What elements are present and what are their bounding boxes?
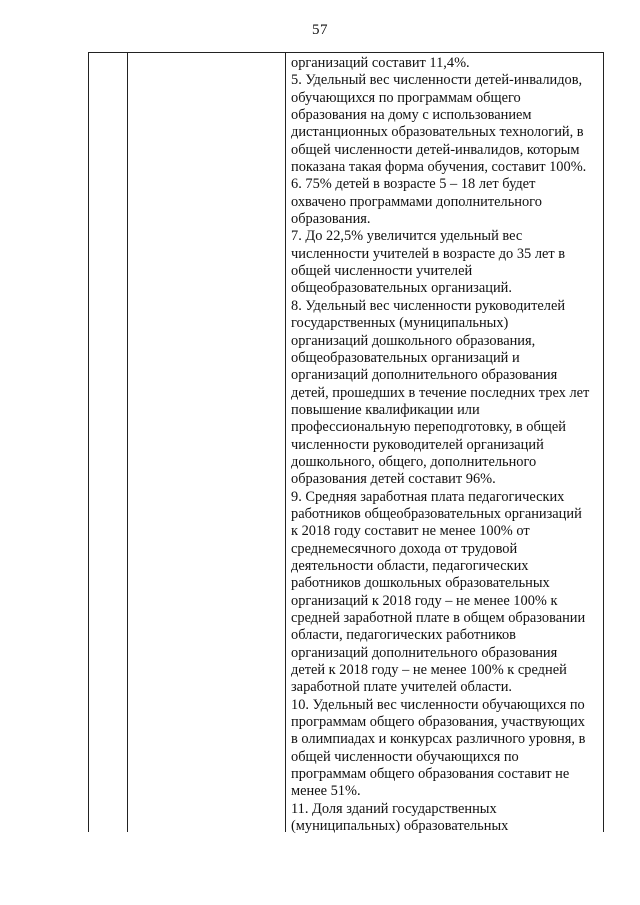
text-line: 10. Удельный вес численности обучающихся по — [291, 696, 585, 713]
text-line: 8. Удельный вес численности руководителей — [291, 297, 566, 314]
page-number: 57 — [312, 22, 328, 38]
text-line: менее 51%. — [291, 783, 361, 800]
text-line: организаций дополнительного образования — [291, 367, 558, 384]
text-line: 7. До 22,5% увеличится удельный вес — [291, 228, 523, 245]
text-line: повышение квалификации или — [291, 401, 480, 418]
text-line: профессиональную переподготовку, в общей — [291, 419, 566, 436]
text-line: общей численности обучающихся по — [291, 748, 519, 765]
text-line: 6. 75% детей в возрасте 5 – 18 лет будет — [291, 176, 536, 193]
text-line: общей численности учителей — [291, 263, 473, 280]
text-line: (муниципальных) образовательных — [291, 818, 509, 835]
text-line: организаций дополнительного образования — [291, 644, 558, 661]
text-line: организаций составит 11,4%. — [291, 55, 470, 71]
text-line: обучающихся по программам общего — [291, 89, 521, 106]
text-line: охвачено программами дополнительного — [291, 193, 542, 210]
text-line: дошкольного, общего, дополнительного — [291, 453, 537, 470]
text-line: заработной плате учителей области. — [291, 679, 513, 696]
text-line: численности руководителей организаций — [291, 436, 544, 453]
text-line: 11. Доля зданий государственных — [291, 800, 497, 817]
table-column-divider-2 — [285, 53, 286, 832]
text-line: к 2018 году составит не менее 100% от — [291, 523, 530, 540]
text-line: образования детей составит 96%. — [291, 471, 496, 488]
text-line: общеобразовательных организаций и — [291, 349, 520, 366]
text-line: детей, прошедших в течение последних трех лет — [291, 384, 590, 401]
table-column-divider-1 — [127, 53, 128, 832]
table-cell-text — [291, 55, 601, 835]
text-line: деятельности области, педагогических — [291, 557, 529, 574]
document-table — [88, 52, 604, 835]
text-line: образования на дому с использованием — [291, 107, 532, 124]
text-line: показана такая форма обучения, составит 100%. — [291, 159, 587, 176]
text-line: численности учителей в возрасте до 35 лет в — [291, 245, 566, 262]
text-line: программам общего образования, участвующих — [291, 714, 585, 731]
text-line: общей численности детей-инвалидов, которым — [291, 141, 580, 158]
text-line: программам общего образования составит не — [291, 766, 570, 783]
text-line: работников общеобразовательных организаций — [291, 505, 582, 522]
text-line: работников дошкольных образовательных — [291, 575, 550, 592]
text-line: 9. Средняя заработная плата педагогических — [291, 488, 565, 505]
text-line: государственных (муниципальных) — [291, 315, 509, 332]
text-line: образования. — [291, 211, 371, 228]
text-line: организаций к 2018 году – не менее 100% к — [291, 592, 558, 609]
text-line: организаций дошкольного образования, — [291, 332, 536, 349]
text-line: области, педагогических работников — [291, 627, 516, 644]
text-line: дистанционных образовательных технологий, в — [291, 124, 584, 141]
text-line: общеобразовательных организаций. — [291, 280, 512, 297]
text-line: средней заработной плате в общем образовании — [291, 610, 586, 626]
text-line: 5. Удельный вес численности детей-инвалидов, — [291, 72, 583, 89]
text-line: среднемесячного дохода от трудовой — [291, 540, 518, 557]
text-line: детей к 2018 году – не менее 100% к средней — [291, 662, 567, 679]
text-line: в олимпиадах и конкурсах различного уровня, в — [291, 731, 586, 748]
